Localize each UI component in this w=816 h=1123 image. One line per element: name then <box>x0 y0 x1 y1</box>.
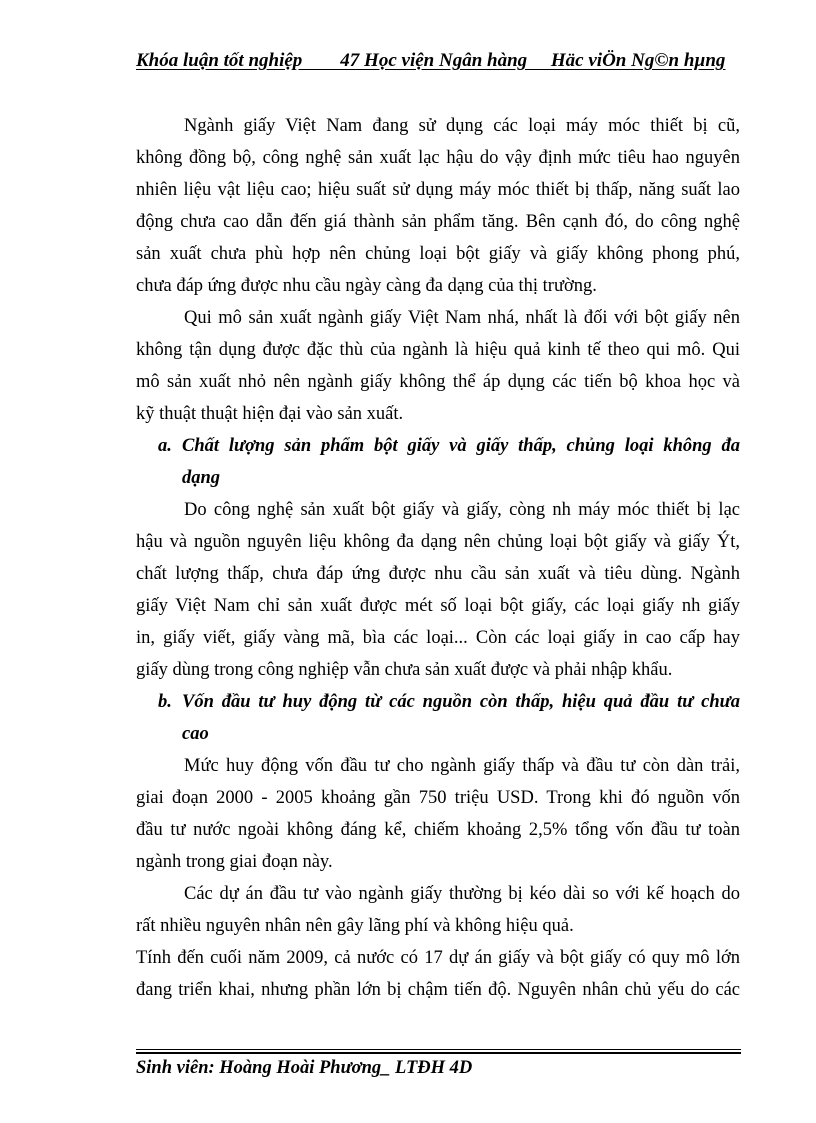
paragraph-line: mô sản xuất nhỏ nên ngành giấy không thể áp dụng các tiến bộ khoa học và <box>136 372 740 392</box>
paragraph-line: giai đoạn 2000 - 2005 khoảng gần 750 triệu USD. Trong khi đó nguồn vốn <box>136 788 740 808</box>
paragraph-line: in, giấy viết, giấy vàng mã, bìa các loại... Còn các loại giấy in cao cấp hay <box>136 628 740 648</box>
paragraph-line: Do công nghệ sản xuất bột giấy và giấy, còng nh máy móc thiết bị lạc <box>184 500 740 520</box>
paragraph-line: Qui mô sản xuất ngành giấy Việt Nam nhá, nhất là đối với bột giấy nên <box>184 308 740 328</box>
page-footer: Sinh viên: Hoàng Hoài Phương_ LTĐH 4D <box>136 1058 473 1078</box>
page-header <box>136 46 741 78</box>
section-a-heading-cont: dạng <box>182 468 221 488</box>
paragraph-line: ngành trong giai đoạn này. <box>136 852 333 872</box>
footer-rule-thick <box>136 1052 741 1054</box>
paragraph-line: Mức huy động vốn đầu tư cho ngành giấy thấp và đầu tư còn dàn trải, <box>184 756 740 776</box>
section-a-heading-text: Chất lượng sản phẩm bột giấy và giấy thấp, chủng loại không đa <box>182 436 740 456</box>
paragraph-line: giấy dùng trong công nghiệp vẫn chưa sản xuất được và phải nhập khẩu. <box>136 660 673 680</box>
paragraph-line: đang triển khai, nhưng phần lớn bị chậm tiến độ. Nguyên nhân chủ yếu do các <box>136 980 740 1000</box>
section-b-heading-cont: cao <box>182 724 209 744</box>
paragraph-line: giấy Việt Nam chỉ sản xuất được mét số loại bột giấy, các loại giấy nh giấy <box>136 596 740 616</box>
header-text: Khóa luận tốt nghiệp 47 Học viện Ngân hàng Häc viÖn Ng©n hµng <box>136 50 726 71</box>
paragraph-line: nhiên liệu vật liệu cao; hiệu suất sử dụng máy móc thiết bị thấp, năng suất lao <box>136 180 740 200</box>
paragraph-line: chưa đáp ứng được nhu cầu ngày càng đa dạng của thị trường. <box>136 276 597 296</box>
paragraph-line: sản xuất chưa phù hợp nên chủng loại bột giấy và giấy không phong phú, <box>136 244 740 264</box>
paragraph-line: chất lượng thấp, chưa đáp ứng được nhu cầu sản xuất và tiêu dùng. Ngành <box>136 564 740 584</box>
paragraph-line: kỹ thuật thuật hiện đại vào sản xuất. <box>136 404 404 424</box>
section-b-marker: b. <box>158 692 172 712</box>
paragraph-line: đầu tư nước ngoài không đáng kể, chiếm khoảng 2,5% tổng vốn đầu tư toàn <box>136 820 740 840</box>
section-a-marker: a. <box>158 436 172 456</box>
section-b-heading-text: Vốn đầu tư huy động từ các nguồn còn thấp, hiệu quả đầu tư chưa <box>182 692 740 712</box>
paragraph-line: động chưa cao dẫn đến giá thành sản phẩm tăng. Bên cạnh đó, do công nghệ <box>136 212 740 232</box>
paragraph-line: Tính đến cuối năm 2009, cả nước có 17 dự án giấy và bột giấy có quy mô lớn <box>136 948 740 968</box>
paragraph-line: Ngành giấy Việt Nam đang sử dụng các loại máy móc thiết bị cũ, <box>184 116 740 136</box>
paragraph-line: không tận dụng được đặc thù của ngành là hiệu quả kinh tế theo qui mô. Qui <box>136 340 740 360</box>
section-b-heading <box>136 686 740 718</box>
paragraph-line: hậu và nguồn nguyên liệu không đa dạng nên chủng loại bột giấy và giấy Ýt, <box>136 532 740 552</box>
paragraph-line: rất nhiều nguyên nhân nên gây lãng phí và không hiệu quả. <box>136 916 574 936</box>
paragraph-line: Các dự án đầu tư vào ngành giấy thường bị kéo dài so với kế hoạch do <box>184 884 740 904</box>
footer-rule <box>136 1049 741 1050</box>
paragraph-line: không đồng bộ, công nghệ sản xuất lạc hậu do vậy định mức tiêu hao nguyên <box>136 148 740 168</box>
document-body <box>136 110 740 1006</box>
section-a-heading <box>136 430 740 462</box>
